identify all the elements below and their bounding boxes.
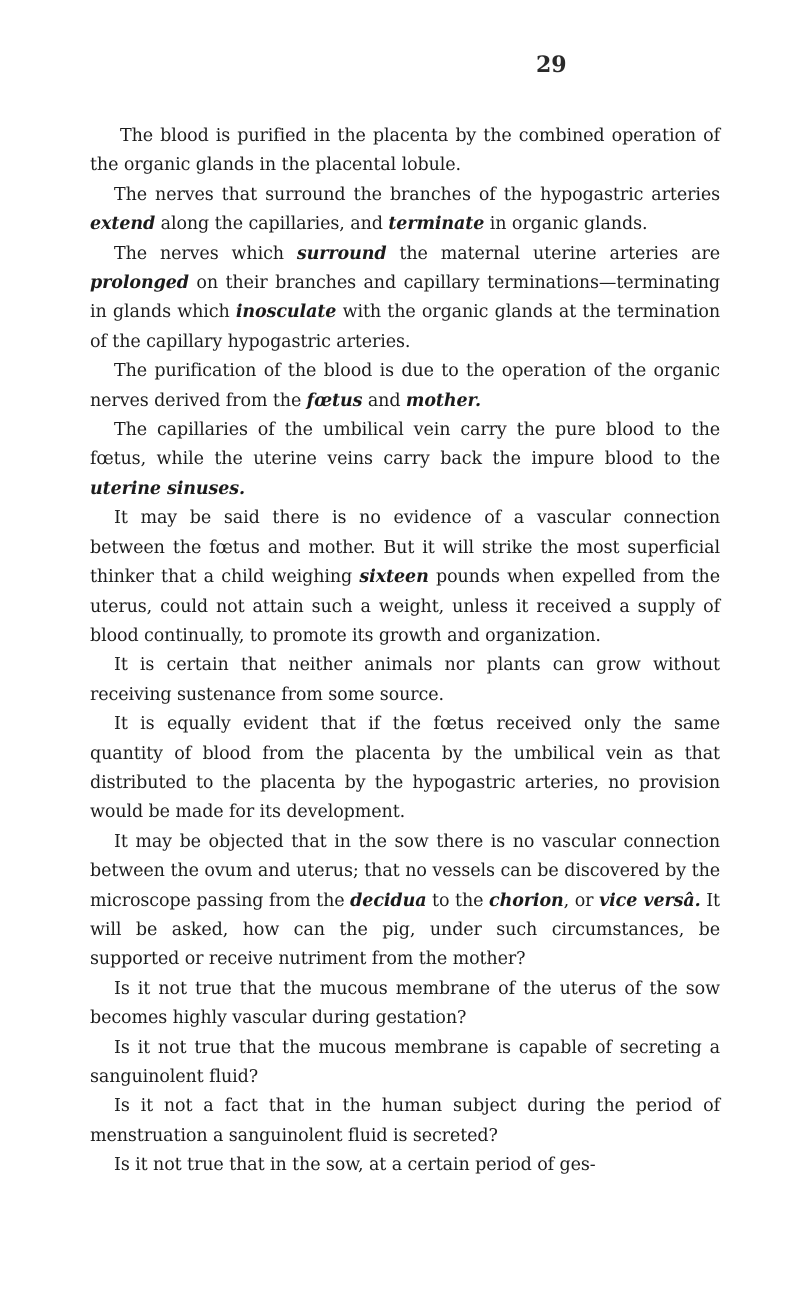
text-run: Is it not a fact that in the human subject during the period of menstruation a sanguinolent fluid is secreted? xyxy=(90,1096,720,1146)
paragraph xyxy=(90,828,720,975)
text-run: It may be said there is no evidence of a vascular connection between the fœtus and mother. But it will strike the most superficial thinker that a child weighing xyxy=(90,508,720,588)
text-run: on their branches and capillary terminations—terminating in glands which xyxy=(90,273,720,323)
text-run: It may be objected that in the sow there is no vascular connection between the ovum and uterus; that no vessels can be discovered by the microscope passing from the xyxy=(90,831,720,911)
paragraph xyxy=(90,975,720,1034)
text-run: The nerves which xyxy=(114,243,297,264)
emphasized-text: decidua xyxy=(350,890,427,911)
page-number: 29 xyxy=(536,52,567,78)
paragraph xyxy=(90,1092,720,1151)
text-run: It is certain that neither animals nor plants can grow without receiving sustenance from some source. xyxy=(90,655,720,705)
text-run: to the xyxy=(426,890,490,911)
paragraph xyxy=(90,122,720,181)
text-run: Is it not true that in the sow, at a certain period of ges- xyxy=(114,1155,596,1176)
text-run: in organic glands. xyxy=(484,214,648,235)
text-run: Is it not true that the mucous membrane of the uterus of the sow becomes highly vascular during gestation? xyxy=(90,978,720,1029)
emphasized-text: prolonged xyxy=(90,273,189,294)
text-run: pounds when expelled from the uterus, could not attain such a weight, unless it received a supply of blood continually, to promote its growth and organization. xyxy=(90,567,720,646)
emphasized-text: mother. xyxy=(405,390,482,411)
text-run: It is equally evident that if the fœtus received only the same quantity of blood from the placenta by the umbilical vein as that distributed to the placenta by the hypogastric arteries, no provision would be made for its development. xyxy=(90,714,720,823)
paragraph xyxy=(90,357,720,416)
text-run: The nerves that surround the branches of the hypogastric arteries xyxy=(114,184,720,205)
emphasized-text: surround xyxy=(296,243,387,264)
emphasized-text: chorion xyxy=(489,890,564,911)
emphasized-text: extend xyxy=(90,214,156,235)
emphasized-text: fœtus xyxy=(306,390,363,411)
paragraph xyxy=(90,416,720,504)
text-run: along the capillaries, and xyxy=(155,214,389,235)
paragraph xyxy=(90,710,720,828)
emphasized-text: inosculate xyxy=(235,302,337,323)
paragraph xyxy=(90,181,720,240)
paragraph xyxy=(90,1034,720,1093)
body-text xyxy=(90,122,720,1181)
emphasized-text: uterine sinuses. xyxy=(90,478,246,499)
emphasized-text: terminate xyxy=(388,214,485,235)
text-run: the maternal uterine arteries are xyxy=(386,243,720,264)
text-run: with the organic glands at the termination of the capillary hypogastric arteries. xyxy=(90,302,720,352)
text-run: The blood is purified in the placenta by the combined operation of the organic glands in the placental lobule. xyxy=(90,126,720,176)
text-run: The purification of the blood is due to the operation of the organic nerves derived from the xyxy=(90,361,720,411)
paragraph xyxy=(90,240,720,358)
text-run: Is it not true that the mucous membrane is capable of secreting a sanguinolent fluid? xyxy=(90,1037,720,1087)
emphasized-text: sixteen xyxy=(359,567,429,588)
paragraph xyxy=(90,504,720,651)
emphasized-text: vice versâ. xyxy=(599,890,701,911)
text-run: It will be asked, how can the pig, under such circumstances, be supported or receive nutriment from the mother? xyxy=(90,890,720,970)
text-run: The capillaries of the umbilical vein carry the pure blood to the fœtus, while the uterine veins carry back the impure blood to the xyxy=(90,420,720,470)
paragraph xyxy=(90,651,720,710)
paragraph xyxy=(90,1151,720,1180)
text-run: , or xyxy=(563,890,600,911)
text-run: and xyxy=(362,390,406,411)
